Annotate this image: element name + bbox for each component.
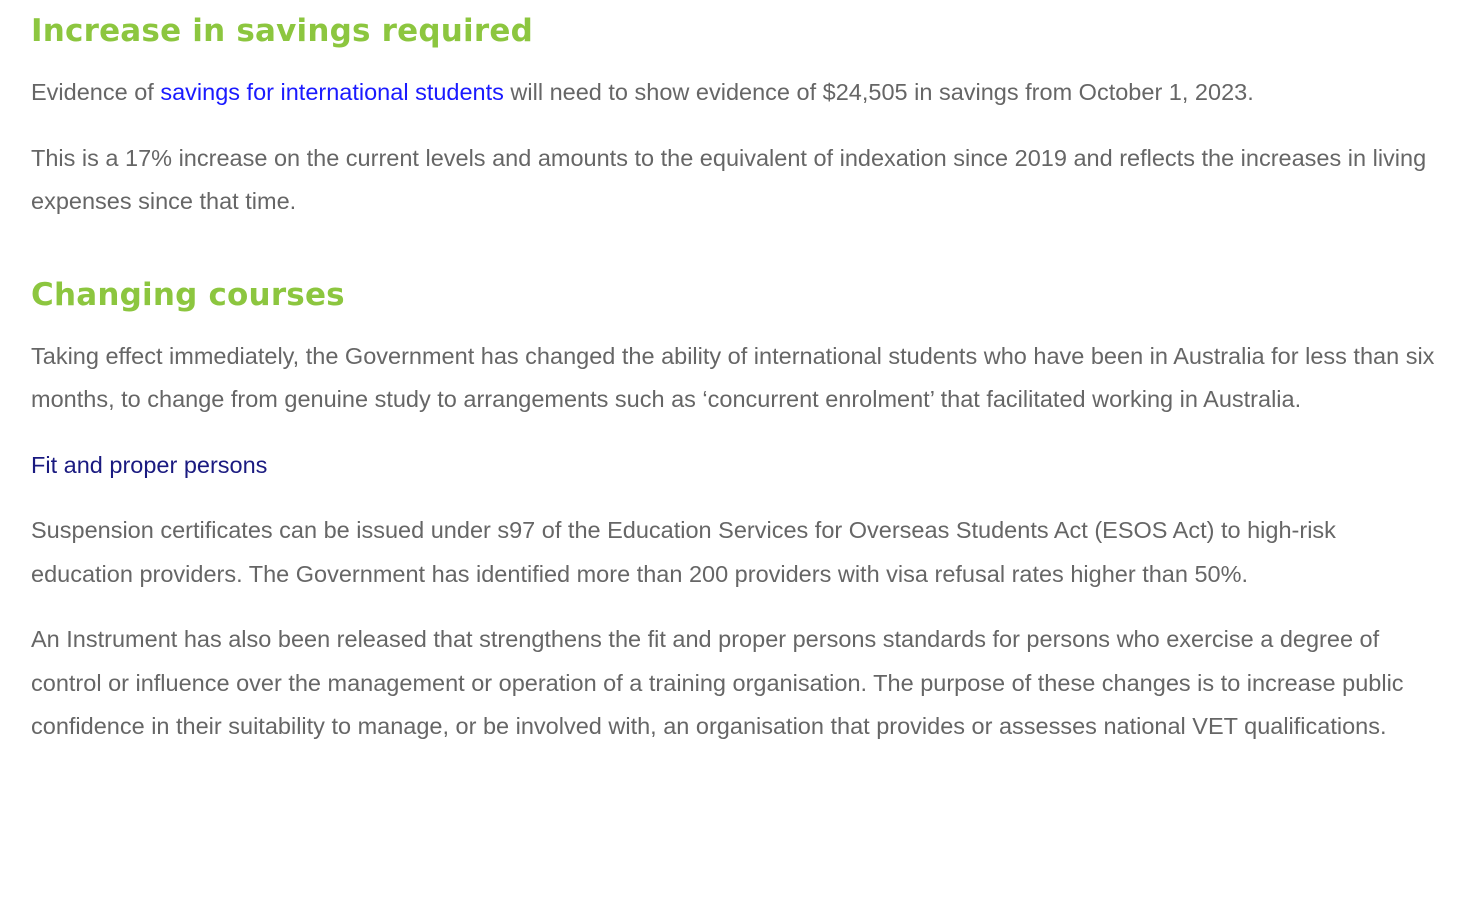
heading-increase-in-savings: Increase in savings required bbox=[31, 13, 533, 49]
savings-for-international-students-link[interactable]: savings for international students bbox=[160, 79, 504, 105]
subheading-fit-and-proper-persons: Fit and proper persons bbox=[31, 451, 268, 478]
savings-p1-text-before: Evidence of bbox=[31, 79, 161, 105]
courses-paragraph-3: An Instrument has also been released that strengthens the fit and proper persons standards for persons who exercise a degree of control or influence over the management or operation of a training organisation. The purpose of these changes is to increase public confidence in their suitability to manage, or be involved with, an organisation that provides or assesses national VET qualifications. bbox=[31, 626, 1404, 739]
courses-paragraph-1: Taking effect immediately, the Government has changed the ability of international students who have been in Australia for less than six months, to change from genuine study to arrangements such as ‘concurrent enrolment’ that facilitated working in Australia. bbox=[31, 342, 1435, 412]
savings-paragraph-2: This is a 17% increase on the current levels and amounts to the equivalent of indexation since 2019 and reflects the increases in living expenses since that time. bbox=[31, 144, 1427, 214]
article-content bbox=[31, 0, 1441, 749]
courses-paragraph-2: Suspension certificates can be issued under s97 of the Education Services for Overseas Students Act (ESOS Act) to high-risk education providers. The Government has identified more than 200 providers with visa refusal rates higher than 50%. bbox=[31, 517, 1336, 587]
savings-p1-text-after: will need to show evidence of $24,505 in savings from October 1, 2023. bbox=[503, 79, 1254, 105]
heading-changing-courses: Changing courses bbox=[31, 276, 345, 313]
savings-paragraph-1 bbox=[31, 71, 1441, 115]
